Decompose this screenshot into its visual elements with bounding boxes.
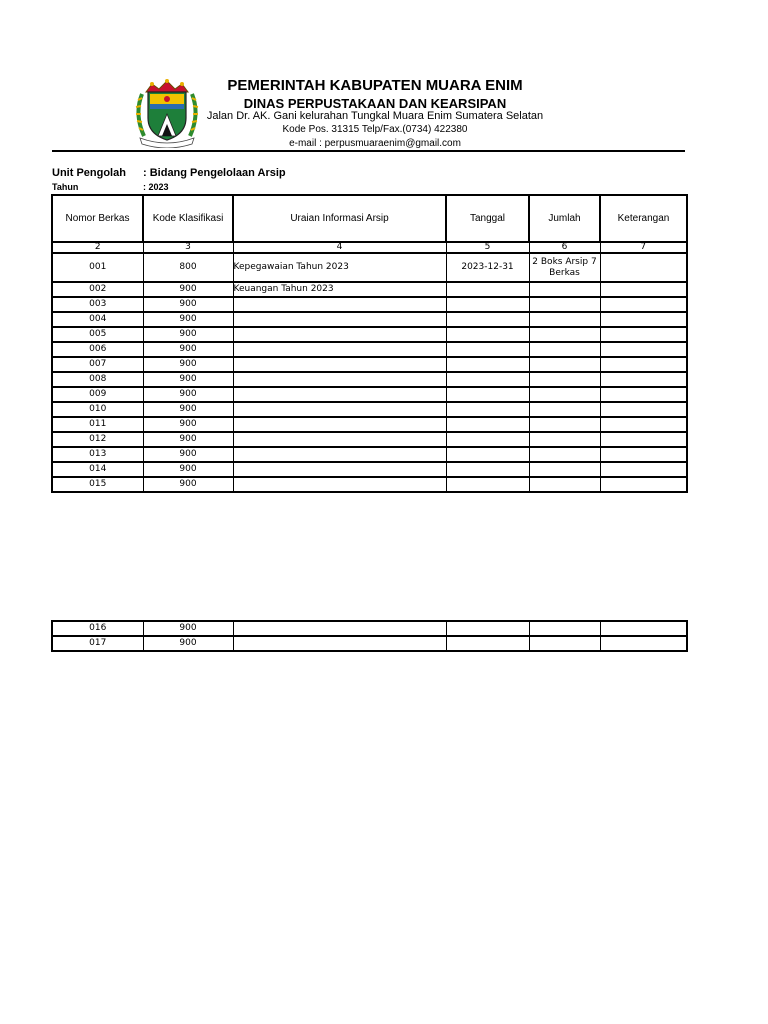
unit-pengolah-label: Unit Pengolah (52, 167, 126, 179)
header-address: Jalan Dr. AK. Gani kelurahan Tungkal Muara Enim Sumatera Selatan (206, 110, 544, 122)
cell-tanggal (446, 357, 529, 372)
cell-kode-klasifikasi: 900 (143, 297, 233, 312)
cell-kode-klasifikasi: 900 (143, 417, 233, 432)
cell-uraian (233, 417, 446, 432)
cell-tanggal (446, 342, 529, 357)
col-header-tanggal: Tanggal (446, 195, 529, 242)
table-row (52, 636, 687, 651)
cell-nomor-berkas: 016 (52, 621, 143, 636)
cell-keterangan (600, 477, 687, 492)
column-number: 7 (600, 242, 687, 253)
tahun-label: Tahun (52, 182, 79, 192)
cell-kode-klasifikasi: 900 (143, 477, 233, 492)
cell-nomor-berkas: 004 (52, 312, 143, 327)
cell-keterangan (600, 402, 687, 417)
table-header-row (52, 195, 687, 242)
cell-keterangan (600, 621, 687, 636)
cell-kode-klasifikasi: 900 (143, 327, 233, 342)
column-number: 2 (52, 242, 143, 253)
cell-tanggal: 2023-12-31 (446, 253, 529, 282)
cell-uraian (233, 312, 446, 327)
table-row (52, 342, 687, 357)
cell-keterangan (600, 253, 687, 282)
cell-nomor-berkas: 006 (52, 342, 143, 357)
cell-jumlah (529, 372, 600, 387)
col-header-kode-klasifikasi: Kode Klasifikasi (143, 195, 233, 242)
col-header-nomor-berkas: Nomor Berkas (52, 195, 143, 242)
header-postal-phone: Kode Pos. 31315 Telp/Fax.(0734) 422380 (282, 124, 468, 135)
cell-uraian (233, 402, 446, 417)
cell-tanggal (446, 417, 529, 432)
cell-tanggal (446, 372, 529, 387)
cell-jumlah (529, 297, 600, 312)
table-row (52, 282, 687, 297)
cell-kode-klasifikasi: 900 (143, 432, 233, 447)
cell-kode-klasifikasi: 900 (143, 621, 233, 636)
cell-jumlah (529, 282, 600, 297)
cell-keterangan (600, 297, 687, 312)
table-row (52, 357, 687, 372)
cell-tanggal (446, 477, 529, 492)
cell-nomor-berkas: 008 (52, 372, 143, 387)
cell-tanggal (446, 402, 529, 417)
cell-uraian: Keuangan Tahun 2023 (233, 282, 446, 297)
cell-nomor-berkas: 001 (52, 253, 143, 282)
cell-kode-klasifikasi: 900 (143, 312, 233, 327)
kabupaten-emblem-logo (132, 78, 202, 148)
cell-nomor-berkas: 002 (52, 282, 143, 297)
column-number: 5 (446, 242, 529, 253)
table-row (52, 372, 687, 387)
table-row (52, 297, 687, 312)
cell-tanggal (446, 312, 529, 327)
cell-jumlah: 2 Boks Arsip 7 Berkas (529, 253, 600, 282)
cell-keterangan (600, 462, 687, 477)
cell-jumlah (529, 342, 600, 357)
cell-uraian: Kepegawaian Tahun 2023 (233, 253, 446, 282)
cell-tanggal (446, 282, 529, 297)
cell-kode-klasifikasi: 800 (143, 253, 233, 282)
cell-nomor-berkas: 010 (52, 402, 143, 417)
archive-list-table-continued (51, 620, 688, 652)
cell-nomor-berkas: 003 (52, 297, 143, 312)
cell-uraian (233, 432, 446, 447)
cell-uraian (233, 357, 446, 372)
cell-kode-klasifikasi: 900 (143, 462, 233, 477)
cell-kode-klasifikasi: 900 (143, 447, 233, 462)
cell-tanggal (446, 636, 529, 651)
table-row (52, 477, 687, 492)
table-row (52, 253, 687, 282)
cell-uraian (233, 621, 446, 636)
cell-nomor-berkas: 007 (52, 357, 143, 372)
cell-uraian (233, 297, 446, 312)
table-row (52, 327, 687, 342)
cell-tanggal (446, 432, 529, 447)
col-header-keterangan: Keterangan (600, 195, 687, 242)
cell-kode-klasifikasi: 900 (143, 342, 233, 357)
cell-tanggal (446, 327, 529, 342)
cell-jumlah (529, 357, 600, 372)
cell-uraian (233, 372, 446, 387)
cell-keterangan (600, 636, 687, 651)
cell-jumlah (529, 636, 600, 651)
cell-keterangan (600, 282, 687, 297)
cell-keterangan (600, 387, 687, 402)
cell-keterangan (600, 327, 687, 342)
col-header-jumlah: Jumlah (529, 195, 600, 242)
cell-jumlah (529, 621, 600, 636)
cell-tanggal (446, 387, 529, 402)
cell-keterangan (600, 417, 687, 432)
cell-jumlah (529, 462, 600, 477)
cell-jumlah (529, 312, 600, 327)
cell-uraian (233, 447, 446, 462)
cell-nomor-berkas: 011 (52, 417, 143, 432)
header-government-title: PEMERINTAH KABUPATEN MUARA ENIM (227, 77, 523, 94)
cell-nomor-berkas: 013 (52, 447, 143, 462)
cell-jumlah (529, 417, 600, 432)
cell-tanggal (446, 462, 529, 477)
cell-jumlah (529, 327, 600, 342)
cell-nomor-berkas: 014 (52, 462, 143, 477)
cell-kode-klasifikasi: 900 (143, 357, 233, 372)
cell-kode-klasifikasi: 900 (143, 387, 233, 402)
cell-keterangan (600, 312, 687, 327)
cell-uraian (233, 477, 446, 492)
cell-kode-klasifikasi: 900 (143, 636, 233, 651)
table-row (52, 417, 687, 432)
cell-jumlah (529, 387, 600, 402)
table-row (52, 312, 687, 327)
tahun-value: : 2023 (143, 182, 169, 192)
cell-keterangan (600, 447, 687, 462)
cell-nomor-berkas: 017 (52, 636, 143, 651)
header-email: e-mail : perpusmuaraenim@gmail.com (289, 138, 461, 149)
cell-jumlah (529, 402, 600, 417)
cell-uraian (233, 636, 446, 651)
cell-nomor-berkas: 009 (52, 387, 143, 402)
cell-kode-klasifikasi: 900 (143, 372, 233, 387)
cell-nomor-berkas: 015 (52, 477, 143, 492)
cell-tanggal (446, 447, 529, 462)
column-number: 4 (233, 242, 446, 253)
header-agency-title: DINAS PERPUSTAKAAN DAN KEARSIPAN (243, 96, 507, 111)
cell-keterangan (600, 342, 687, 357)
col-header-uraian: Uraian Informasi Arsip (233, 195, 446, 242)
cell-uraian (233, 387, 446, 402)
header-divider (52, 150, 685, 152)
cell-nomor-berkas: 012 (52, 432, 143, 447)
cell-keterangan (600, 372, 687, 387)
archive-list-table (51, 194, 688, 493)
table-row (52, 432, 687, 447)
cell-jumlah (529, 477, 600, 492)
table-row (52, 621, 687, 636)
unit-pengolah-value: : Bidang Pengelolaan Arsip (143, 167, 286, 179)
cell-jumlah (529, 432, 600, 447)
column-number-row (52, 242, 687, 253)
cell-keterangan (600, 357, 687, 372)
table-row (52, 447, 687, 462)
cell-nomor-berkas: 005 (52, 327, 143, 342)
column-number: 3 (143, 242, 233, 253)
table-row (52, 387, 687, 402)
cell-uraian (233, 462, 446, 477)
cell-tanggal (446, 297, 529, 312)
column-number: 6 (529, 242, 600, 253)
table-row (52, 402, 687, 417)
cell-kode-klasifikasi: 900 (143, 282, 233, 297)
cell-keterangan (600, 432, 687, 447)
cell-tanggal (446, 621, 529, 636)
cell-uraian (233, 342, 446, 357)
table-row (52, 462, 687, 477)
cell-uraian (233, 327, 446, 342)
cell-jumlah (529, 447, 600, 462)
cell-kode-klasifikasi: 900 (143, 402, 233, 417)
